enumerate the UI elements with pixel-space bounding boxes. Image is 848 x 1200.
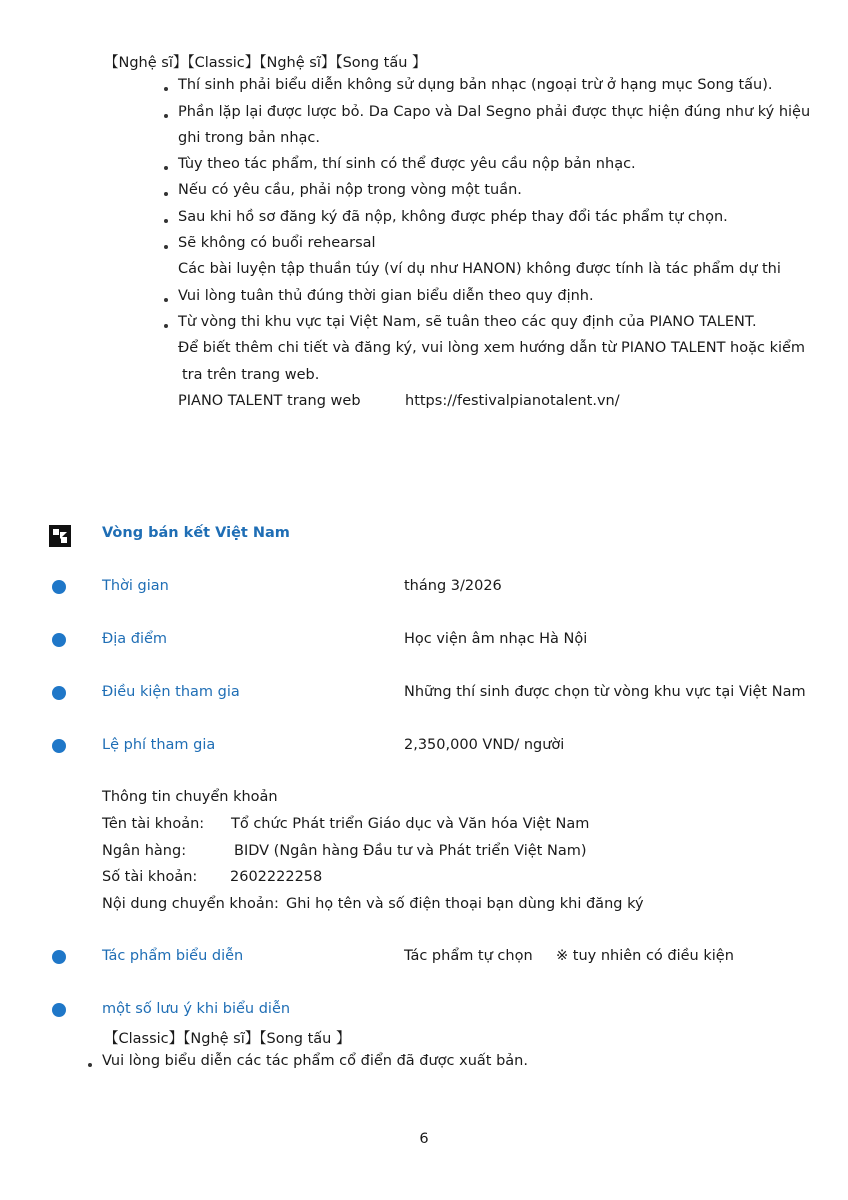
item-dot [52, 950, 66, 964]
item-label-venue: Địa điểm [102, 631, 168, 647]
bullet-marker [88, 1063, 92, 1067]
item-dot [52, 580, 66, 594]
rule-text: Vui lòng tuân thủ đúng thời gian biểu diễn theo quy định. [178, 288, 594, 304]
account-number-label: Số tài khoản: [102, 869, 198, 885]
section-marker-icon [48, 524, 72, 548]
item-label-notes: một số lưu ý khi biểu diễn [102, 1001, 291, 1017]
item-dot [52, 686, 66, 700]
item-dot [52, 633, 66, 647]
account-name-value: Tổ chức Phát triển Giáo dục và Văn hóa Việt Nam [231, 816, 590, 832]
rule-text: Thí sinh phải biểu diễn không sử dụng bản nhạc (ngoại trừ ở hạng mục Song tấu). [178, 77, 773, 93]
transfer-heading: Thông tin chuyển khoản [102, 789, 278, 805]
rule-text: Sẽ không có buổi rehearsal [178, 235, 376, 251]
section-title: Vòng bán kết Việt Nam [102, 525, 290, 541]
rule-text: tra trên trang web. [182, 367, 320, 383]
category-line: 【Nghệ sĩ】【Classic】【Nghệ sĩ】【Song tấu 】 [104, 55, 427, 71]
item-value-fee: 2,350,000 VND/ người [404, 737, 565, 753]
item-value-venue: Học viện âm nhạc Hà Nội [404, 631, 588, 647]
account-name-label: Tên tài khoản: [102, 816, 205, 832]
rule-text: Phần lặp lại được lược bỏ. Da Capo và Dal Segno phải được thực hiện đúng như ký hiệu [178, 104, 811, 120]
rule-text: Từ vòng thi khu vực tại Việt Nam, sẽ tuân theo các quy định của PIANO TALENT. [178, 314, 757, 330]
rule-text: Sau khi hồ sơ đăng ký đã nộp, không được phép thay đổi tác phẩm tự chọn. [178, 209, 728, 225]
bank-label: Ngân hàng: [102, 843, 187, 859]
website-label: PIANO TALENT trang web [178, 393, 361, 409]
bullet-marker [164, 219, 168, 223]
bullet-marker [164, 192, 168, 196]
page-number: 6 [419, 1131, 429, 1147]
item-label-fee: Lệ phí tham gia [102, 737, 216, 753]
bank-value: BIDV (Ngân hàng Đầu tư và Phát triển Việt Nam) [234, 843, 587, 859]
bullet-marker [164, 114, 168, 118]
account-number-value: 2602222258 [230, 869, 323, 885]
item-value-time: tháng 3/2026 [404, 578, 502, 594]
notes-category-line: 【Classic】【Nghệ sĩ】【Song tấu 】 [104, 1031, 351, 1047]
bullet-marker [164, 298, 168, 302]
website-link[interactable]: https://festivalpianotalent.vn/ [405, 393, 620, 409]
bullet-marker [164, 324, 168, 328]
rule-text: Nếu có yêu cầu, phải nộp trong vòng một tuần. [178, 182, 522, 198]
rule-text: Các bài luyện tập thuần túy (ví dụ như HANON) không được tính là tác phẩm dự thi [178, 261, 781, 277]
item-label-time: Thời gian [102, 578, 169, 594]
item-label-repertoire: Tác phẩm biểu diễn [102, 948, 244, 964]
bullet-marker [164, 245, 168, 249]
bullet-marker [164, 87, 168, 91]
transfer-content-value: Ghi họ tên và số điện thoại bạn dùng khi đăng ký [286, 896, 644, 912]
rule-text: Tùy theo tác phẩm, thí sinh có thể được yêu cầu nộp bản nhạc. [178, 156, 636, 172]
bullet-marker [164, 166, 168, 170]
item-value-eligibility: Những thí sinh được chọn từ vòng khu vực tại Việt Nam [404, 684, 806, 700]
item-dot [52, 739, 66, 753]
item-value-repertoire: Tác phẩm tự chọn [404, 948, 533, 964]
item-label-eligibility: Điều kiện tham gia [102, 684, 240, 700]
notes-bullet-text: Vui lòng biểu diễn các tác phẩm cổ điển đã được xuất bản. [102, 1053, 528, 1069]
rule-text: Để biết thêm chi tiết và đăng ký, vui lòng xem hướng dẫn từ PIANO TALENT hoặc kiểm [178, 340, 806, 356]
transfer-content-label: Nội dung chuyển khoản: [102, 896, 279, 912]
rule-text: ghi trong bản nhạc. [178, 130, 320, 146]
item-note-repertoire: ※ tuy nhiên có điều kiện [556, 948, 734, 964]
item-dot [52, 1003, 66, 1017]
